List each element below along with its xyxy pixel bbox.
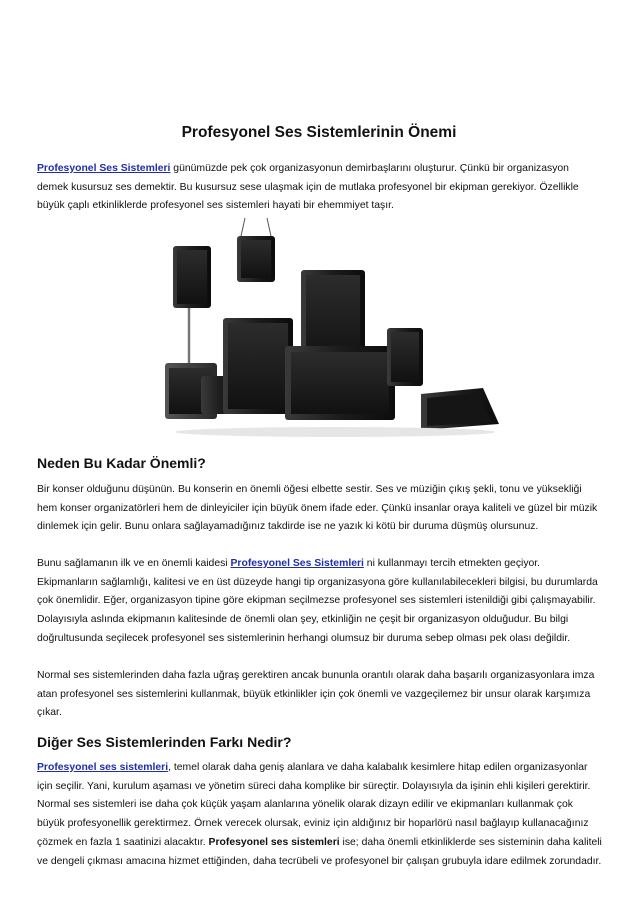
section1-paragraph-3: Normal ses sistemlerinden daha fazla uğraş gerektiren ancak bununla orantılı olarak daha başarılı organizasyonlara imza atan profesyonel ses sistemlerini kullanmak, büyük etkinlikler için çok önemli ve vazgeçilemez bir unsur olarak karşımıza çıkar. <box>37 670 595 719</box>
section1-p2-before: Bunu sağlamanın ilk ve en önemli kaidesi <box>37 558 231 569</box>
section2-bold: Profesyonel ses sistemleri <box>208 836 340 848</box>
section1-paragraph-2 <box>37 555 603 649</box>
intro-paragraph <box>37 160 603 216</box>
section1-p2-after: ni kullanmayı tercih etmekten geçiyor. Ekipmanların sağlamlığı, kalitesi ve en üst düzeyde hangi tip organizasyona göre kullanılabilecekleri bilgisi, bu durumlarda çok önemlidir. Eğer, organizasyon tipine göre ekipman seçilmezse profesyonel ses sistemleri istenildiği gibi çalışmayabilir. Dolayısıyla aslında ekipmanın kalitesinde de önemli olan şey, etkinliğin ne çeşit bir organizasyon olduğudur. Bu bilgi doğrultusunda seçilecek profesyonel ses sistemlerinin herhangi olumsuz bir duruma sebep olması pek olası değildir. <box>37 558 598 644</box>
section2-text-1: , temel olarak daha geniş alanlara ve daha kalabalık kesimlere hitap edilen organizasyonlar için seçilir. Yani, kurulum aşaması ve yönetim süreci daha komplike bir süreçtir. Dolayısıyla da işinin ehli kişileri gerektirir. Normal ses sistemleri ise daha çok küçük yaşam alanlarına yönelik olarak dizayn edilir ve ekipmanları kullanmak çok büyük profesyonellik gerektirmez. Örnek verecek olursak, eviniz için aldığınız bir hoparlörü nasıl bağlayıp kullanacağınız çözmek en fazla 1 saatinizi alacaktır. <box>37 762 591 848</box>
section2-text-2: ise; daha önemli etkinliklerde ses sisteminin daha kaliteli ve dengeli çıkması amacına hizmet ettiğinden, daha tecrübeli ve profesyonel bir çalışan grubuyla idare edilmek zorundadır. <box>37 836 602 867</box>
intro-link[interactable]: Profesyonel Ses Sistemleri <box>37 163 171 174</box>
section1-paragraph-1: Bir konser olduğunu düşünün. Bu konserin en önemli öğesi elbette sestir. Ses ve müziğin çıkış şekli, tonu ve yüksekliği hem konser organizatörleri hem de dinleyiciler için büyük önem ifade eder. Çünkü insanlar oraya kaliteli ve güzel bir müzik dinlemek için gelir. Bunu onlara sağlayamadığınız takdirde ise ne yazık ki kötü bir duruma düşmüş olursunuz. <box>37 484 598 533</box>
section2-heading: Diğer Ses Sistemlerinden Farkı Nedir? <box>37 734 292 750</box>
section2-paragraph <box>37 759 603 871</box>
intro-text: günümüzde pek çok organizasyonun demirbaşlarını oluşturur. Çünkü bir organizasyon demek kusursuz ses demektir. Bu kusursuz sese ulaşmak için de mutlaka profesyonel bir ekipman gerekiyor. Özellikle büyük çaplı etkinliklerde profesyonel ses sistemleri hayati bir ehemmiyet taşır. <box>37 163 579 212</box>
section1-heading: Neden Bu Kadar Önemli? <box>37 455 206 471</box>
section1-p2-link[interactable]: Profesyonel Ses Sistemleri <box>230 558 364 569</box>
section2-link[interactable]: Profesyonel ses sistemleri <box>37 762 169 773</box>
speaker-product-image <box>165 218 505 440</box>
page-title: Profesyonel Ses Sistemlerinin Önemi <box>181 124 457 141</box>
